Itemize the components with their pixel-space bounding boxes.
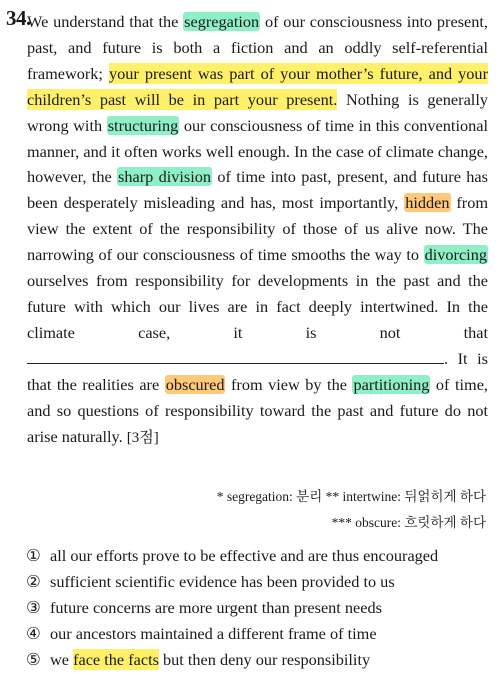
- option-text: all our efforts prove to be effective and are thus encouraged: [50, 546, 439, 565]
- option-1[interactable]: [26, 543, 491, 569]
- passage-segment: of time into past, present, and future has been desperately misleading and has, most importantly,: [27, 167, 488, 213]
- option-5[interactable]: [26, 647, 491, 673]
- option-text: [50, 647, 370, 673]
- option-number: ⑤: [26, 650, 41, 669]
- highlight-sharp-division: sharp division: [118, 167, 212, 187]
- option-number: ③: [26, 598, 41, 617]
- highlight-structuring: structuring: [107, 115, 179, 135]
- option-text: sufficient scientific evidence has been provided to us: [50, 572, 395, 591]
- passage-segment: of our consciousness into present, past, and future is both a fiction and an oddly self-referential framework;: [27, 12, 489, 83]
- passage-segment: from view by the: [225, 374, 353, 394]
- passage-segment: Nothing is generally wrong with: [27, 89, 488, 135]
- note-line: *** obscure: 흐릿하게 하다: [331, 515, 486, 530]
- highlight-partitioning: partitioning: [353, 374, 430, 394]
- highlight-segregation: segregation: [184, 12, 260, 31]
- highlight-obscured: obscured: [165, 374, 225, 394]
- passage-segment: ourselves from responsibility for developments in the past and the future with which our lives are in fact deeply intertwined. In the climate case, it is not that: [27, 271, 488, 342]
- answer-blank: [27, 346, 444, 364]
- note-line: * segregation: 분리 ** intertwine: 뒤얽히게 하다: [216, 489, 486, 504]
- highlight-hidden: hidden: [405, 193, 450, 213]
- passage-segment: from view the extent of the responsibility of those of us alive now. The narrowing of our consciousness of time smooths the way to: [27, 193, 488, 265]
- option-text-post: but then deny our responsibility: [158, 650, 371, 669]
- option-4[interactable]: [26, 621, 491, 647]
- highlight-divorcing: divorcing: [424, 245, 487, 265]
- passage-text: [27, 9, 488, 451]
- passage-segment: our consciousness of time in this conventional manner, and it often works well enough. In the case of climate change, however, the: [27, 115, 489, 187]
- option-number: ④: [26, 624, 41, 643]
- points-label: [3점]: [126, 429, 159, 446]
- option-text: future concerns are more urgent than present needs: [50, 598, 382, 617]
- passage-segment: of time, and so questions of responsibility toward the past and future do not arise naturally.: [27, 374, 488, 446]
- option-text-pre: we: [50, 650, 74, 669]
- option-number: ①: [26, 546, 41, 565]
- question-number: 34.: [6, 6, 31, 30]
- option-3[interactable]: [26, 595, 491, 621]
- passage-segment: We understand that the: [27, 12, 184, 31]
- vocabulary-notes: [86, 484, 486, 536]
- passage-segment: . It is that the realities are: [27, 348, 488, 394]
- option-2[interactable]: [26, 569, 491, 595]
- highlight-your-present: your present was part of your mother’s future, and your children’s past will be in part your present.: [27, 63, 488, 109]
- answer-options: [26, 543, 491, 673]
- option-number: ②: [26, 572, 41, 591]
- highlight-face-the-facts: face the facts: [73, 650, 159, 669]
- option-text: our ancestors maintained a different frame of time: [50, 624, 377, 643]
